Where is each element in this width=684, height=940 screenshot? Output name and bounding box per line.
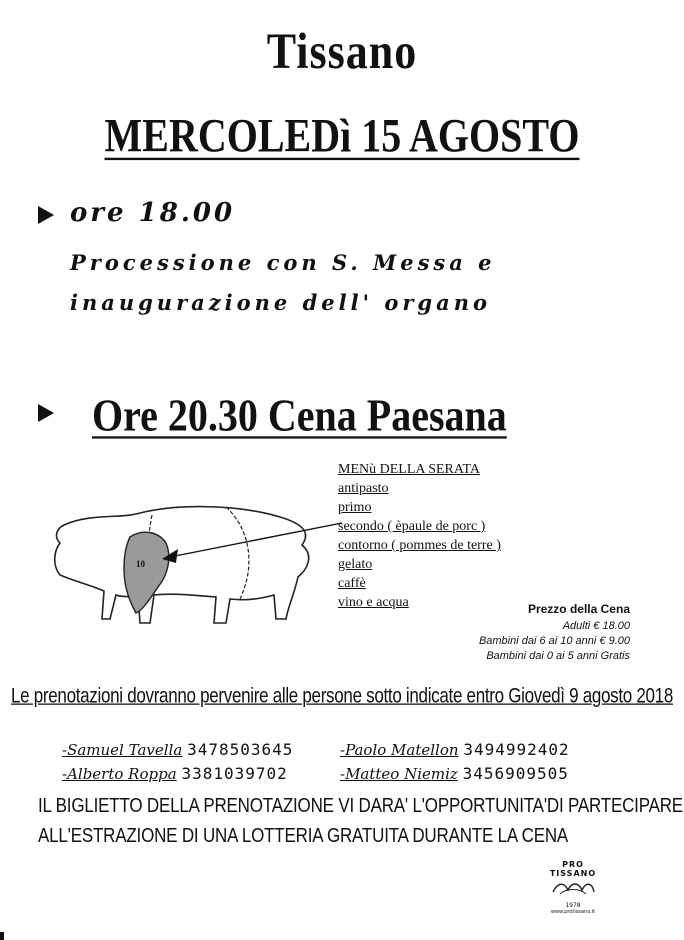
logo-year: 1978	[565, 902, 581, 909]
contact-phone: 3478503645	[187, 740, 294, 759]
bullet-arrow-icon	[38, 404, 54, 422]
contact-entry	[62, 764, 288, 783]
price-box	[430, 602, 630, 664]
pig-drawing	[50, 495, 350, 635]
contact-phone: 3381039702	[181, 764, 288, 783]
contact-name: -Alberto Roppa	[62, 765, 177, 783]
logo-website: www.protissano.it	[550, 909, 596, 915]
price-line: Adulti € 18.00	[562, 620, 630, 632]
menu-item: primo	[338, 500, 372, 515]
menu-item: gelato	[338, 557, 373, 572]
menu-item: vino e acqua	[338, 595, 409, 610]
logo-name: PRO TISSANO	[549, 860, 597, 878]
contact-entry	[340, 740, 570, 759]
bullet-arrow-icon	[38, 206, 54, 224]
event1-line2: inaugurazione dell' organo	[70, 290, 491, 315]
scan-mark	[0, 932, 4, 940]
price-line: Bambini dai 0 ai 5 anni Gratis	[486, 650, 630, 662]
menu-item: caffè	[338, 576, 366, 591]
page-title: Tissano	[266, 23, 418, 80]
contact-name: -Samuel Tavella	[62, 741, 183, 759]
contact-phone: 3456909505	[462, 764, 569, 783]
contact-entry	[62, 740, 293, 759]
pro-tissano-logo	[538, 860, 608, 915]
pig-cut-label: 10	[136, 559, 145, 569]
menu-item: contorno ( pommes de terre )	[338, 538, 501, 553]
contact-entry	[340, 764, 569, 783]
contact-phone: 3494992402	[463, 740, 570, 759]
menu-list	[338, 460, 501, 612]
event1-time: ore 18.00	[70, 198, 236, 228]
contact-name: -Paolo Matellon	[340, 741, 459, 759]
pig-shoulder-cut	[124, 532, 169, 613]
menu-item: secondo ( èpaule de porc )	[338, 519, 486, 534]
event-date: MERCOLEDì 15 AGOSTO	[104, 108, 580, 163]
lottery-line2: ALL'ESTRAZIONE DI UNA LOTTERIA GRATUITA DURANTE LA CENA	[38, 824, 569, 847]
price-title: Prezzo della Cena	[527, 602, 630, 616]
price-line: Bambini dai 6 ai 10 anni € 9.00	[478, 635, 630, 647]
event1-line1: Processione con S. Messa e	[70, 250, 496, 275]
reservation-notice: Le prenotazioni dovranno pervenire alle persone sotto indicate entro Giovedì 9 agosto 2018	[11, 683, 673, 708]
menu-item: antipasto	[338, 481, 389, 496]
menu-title: MENù DELLA SERATA	[338, 462, 480, 477]
event2-title: Ore 20.30 Cena Paesana	[92, 389, 507, 441]
lottery-line1: IL BIGLIETTO DELLA PRENOTAZIONE VI DARA' L'OPPORTUNITA'DI PARTECIPARE	[38, 794, 683, 817]
pig-outline	[55, 507, 309, 623]
contact-name: -Matteo Niemiz	[340, 765, 458, 783]
logo-emblem-icon	[548, 878, 598, 898]
